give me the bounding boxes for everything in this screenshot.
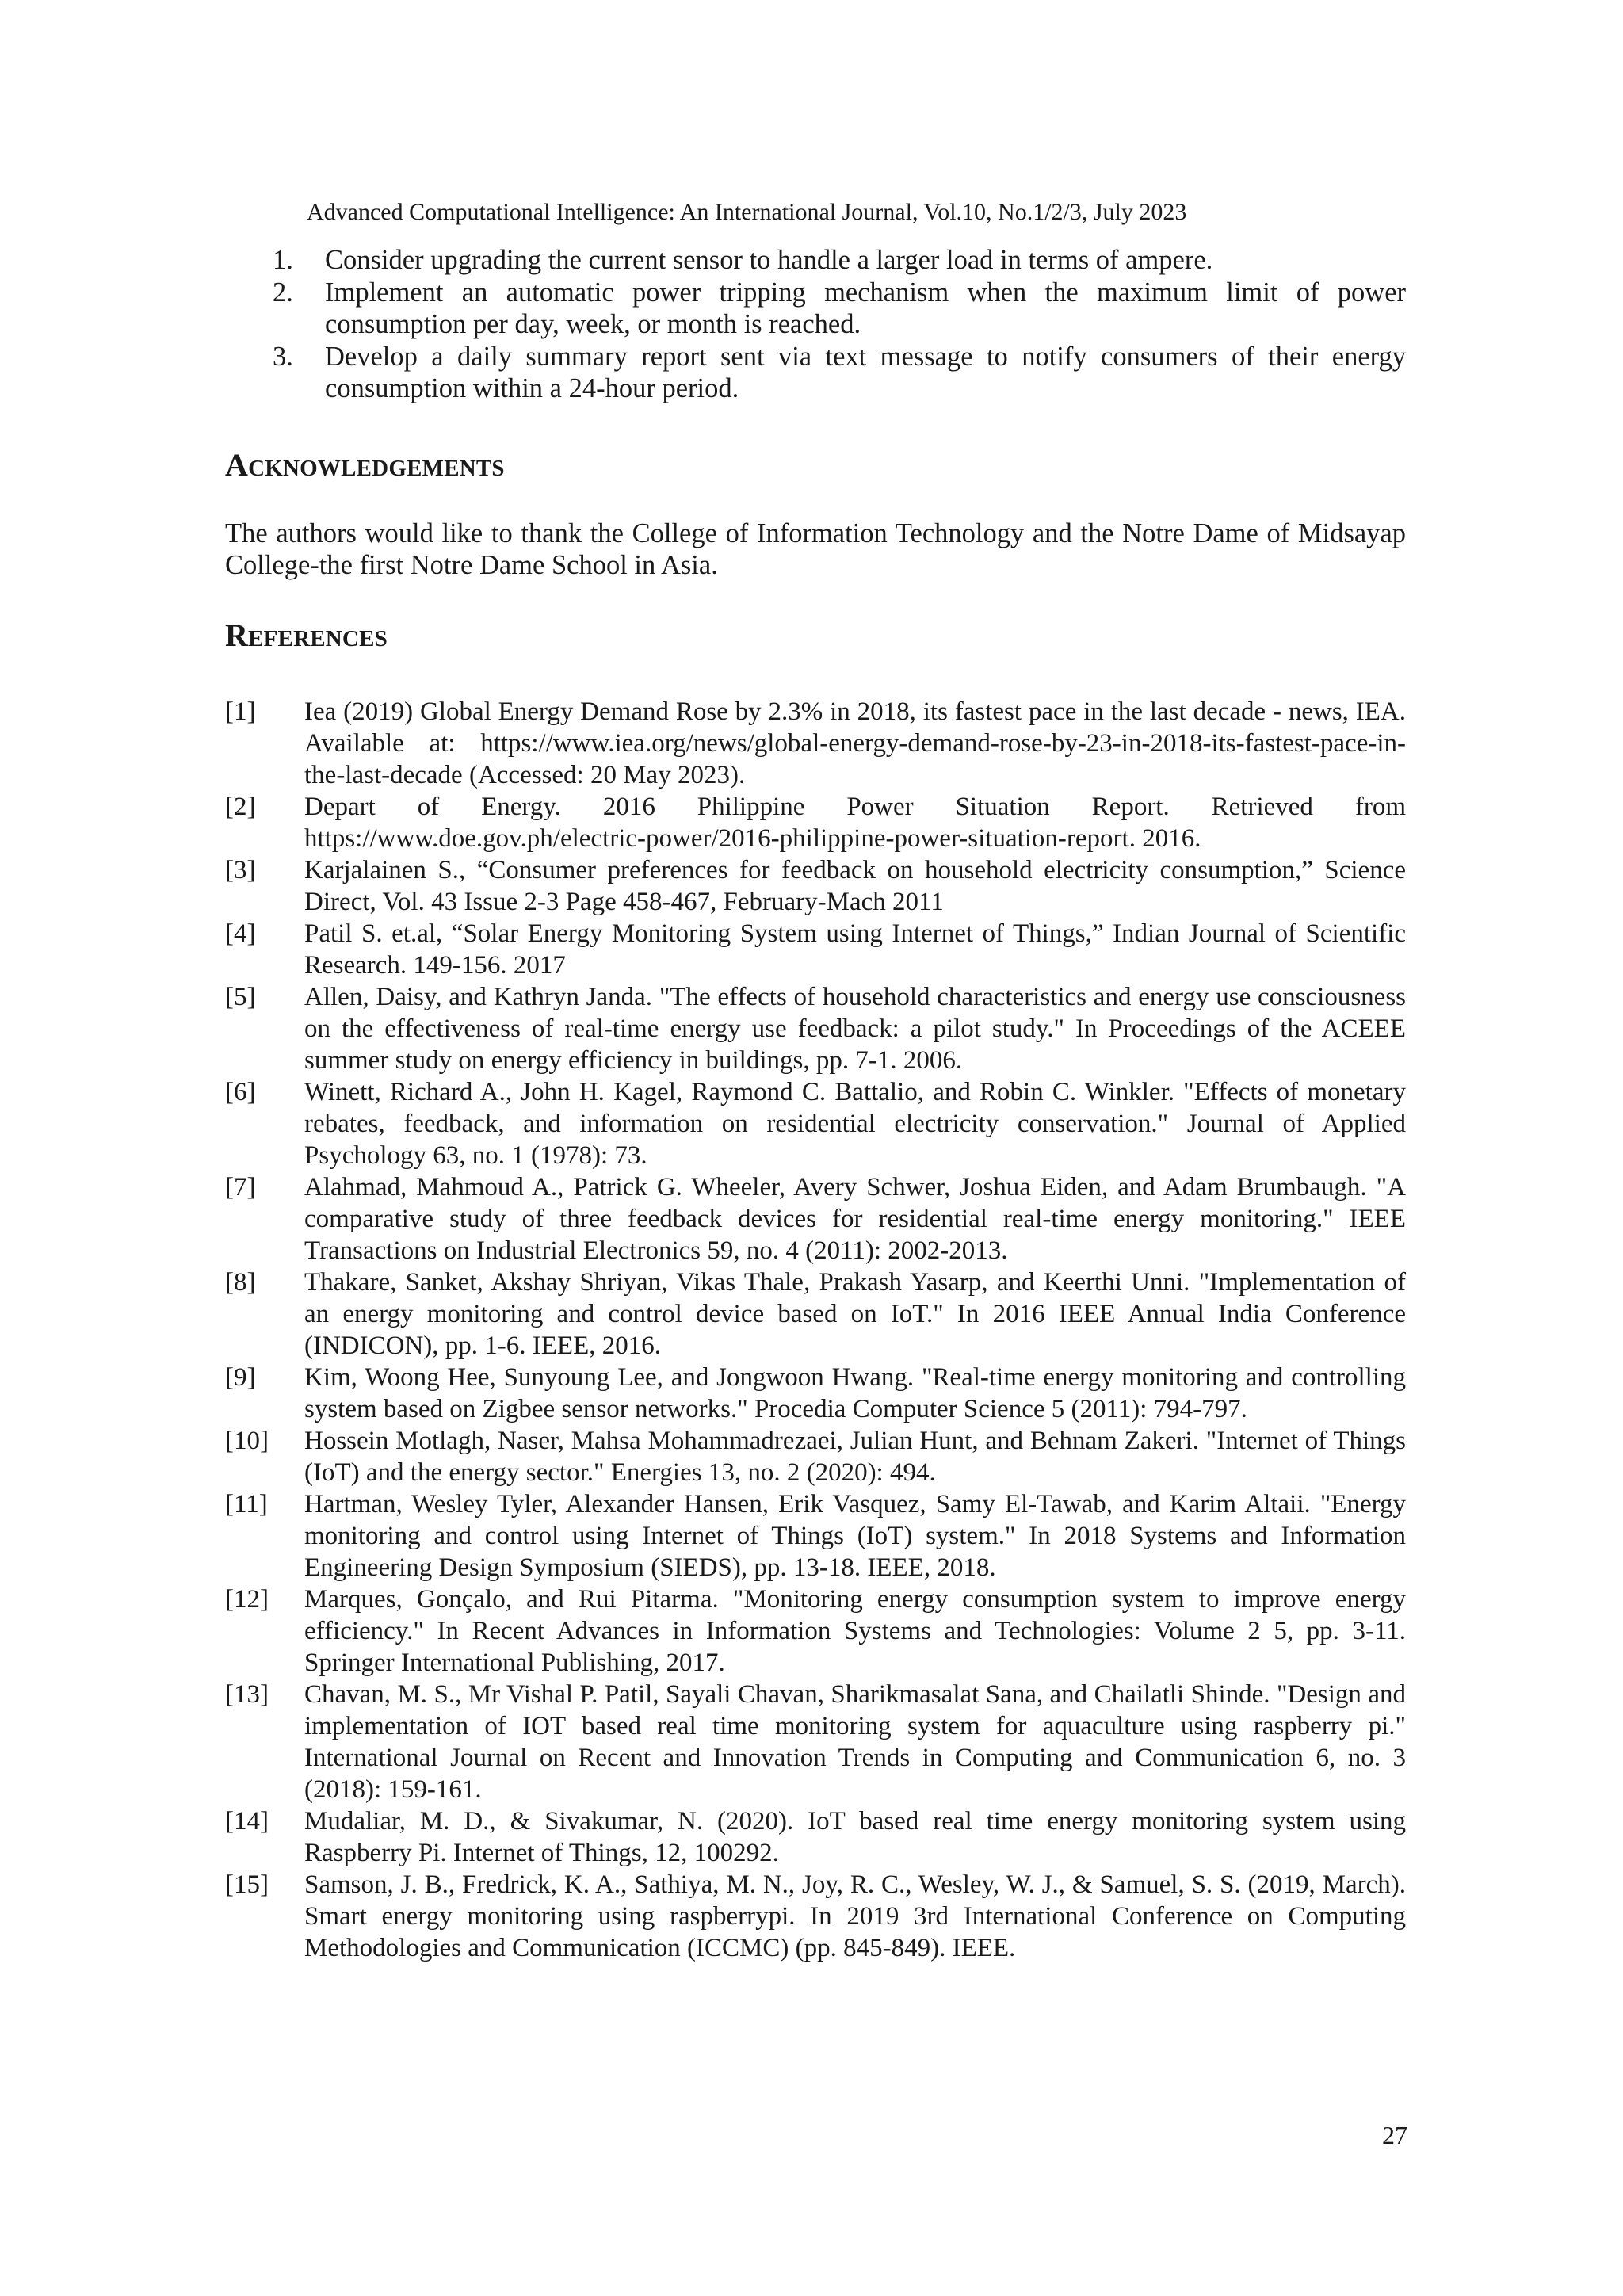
reference-number: [8] xyxy=(225,1267,256,1297)
reference-number: [2] xyxy=(225,792,256,821)
reference-number: [12] xyxy=(225,1584,269,1614)
list-item xyxy=(225,277,1406,341)
reference-text: Winett, Richard A., John H. Kagel, Raymond C. Battalio, and Robin C. Winkler. "Effects of monetary rebates, feedback, and information on residential electricity conservation." Journal of Applied Psychology 63, no. 1 (1978): 73. xyxy=(304,1077,1406,1170)
reference-text: Hartman, Wesley Tyler, Alexander Hansen, Erik Vasquez, Samy El-Tawab, and Karim Altaii. "Energy monitoring and control using Internet of Things (IoT) system." In 2018 Systems and Information Engineering Design Symposium (SIEDS), pp. 13-18. IEEE, 2018. xyxy=(304,1489,1406,1582)
reference-number: [15] xyxy=(225,1870,269,1899)
reference-item xyxy=(225,1425,1406,1488)
reference-number: [3] xyxy=(225,855,256,884)
reference-number: [11] xyxy=(225,1489,268,1519)
reference-text: Kim, Woong Hee, Sunyoung Lee, and Jongwoon Hwang. "Real-time energy monitoring and controlling system based on Zigbee sensor networks." Procedia Computer Science 5 (2011): 794-797. xyxy=(304,1362,1406,1423)
list-item xyxy=(225,341,1406,405)
list-item-text: Consider upgrading the current sensor to handle a larger load in terms of ampere. xyxy=(325,245,1213,275)
acknowledgements-heading xyxy=(225,446,1406,487)
reference-number: [4] xyxy=(225,919,256,948)
reference-number: [7] xyxy=(225,1172,256,1201)
acknowledgements-text: The authors would like to thank the College of Information Technology and the Notre Dame of Midsayap College-the first Notre Dame School in Asia. xyxy=(225,518,1406,580)
heading-initial: A xyxy=(225,446,249,483)
list-item-number: 1. xyxy=(273,245,293,275)
reference-text: Hossein Motlagh, Naser, Mahsa Mohammadrezaei, Julian Hunt, and Behnam Zakeri. "Internet of Things (IoT) and the energy sector." Energies 13, no. 2 (2020): 494. xyxy=(304,1426,1406,1487)
heading-rest: EFERENCES xyxy=(248,625,388,651)
reference-text: Mudaliar, M. D., & Sivakumar, N. (2020). IoT based real time energy monitoring system using Raspberry Pi. Internet of Things, 12, 100292. xyxy=(304,1806,1406,1867)
reference-text: Marques, Gonçalo, and Rui Pitarma. "Monitoring energy consumption system to improve energy efficiency." In Recent Advances in Information Systems and Technologies: Volume 2 5, pp. 3-11. Springer International Publishing, 2017. xyxy=(304,1584,1406,1677)
list-item xyxy=(225,244,1406,277)
reference-text: Thakare, Sanket, Akshay Shriyan, Vikas Thale, Prakash Yasarp, and Keerthi Unni. "Implementation of an energy monitoring and control device based on IoT." In 2016 IEEE Annual India Conference (INDICON), pp. 1-6. IEEE, 2016. xyxy=(304,1267,1406,1360)
list-item-number: 3. xyxy=(273,341,293,372)
reference-item xyxy=(225,1869,1406,1964)
reference-item xyxy=(225,1679,1406,1805)
reference-text: Samson, J. B., Fredrick, K. A., Sathiya, M. N., Joy, R. C., Wesley, W. J., & Samuel, S. S. (2019, March). Smart energy monitoring using raspberrypi. In 2019 3rd International Conference on Computing Methodologies and Communication (ICCMC) (pp. 845-849). IEEE. xyxy=(304,1870,1406,1962)
reference-item xyxy=(225,918,1406,981)
reference-text: Iea (2019) Global Energy Demand Rose by 2.3% in 2018, its fastest pace in the last decade - news, IEA. Available at: https://www.iea.org/news/global-energy-demand-rose-by-23-in-2018-its-fastest-pace-in-the-last-decade (Accessed: 20 May 2023). xyxy=(304,697,1406,789)
reference-number: [14] xyxy=(225,1806,269,1836)
reference-text: Patil S. et.al, “Solar Energy Monitoring System using Internet of Things,” Indian Journal of Scientific Research. 149-156. 2017 xyxy=(304,919,1406,980)
reference-text: Alahmad, Mahmoud A., Patrick G. Wheeler, Avery Schwer, Joshua Eiden, and Adam Brumbaugh. "A comparative study of three feedback devices for residential real-time energy monitoring." IEEE Transactions on Industrial Electronics 59, no. 4 (2011): 2002-2013. xyxy=(304,1172,1406,1265)
reference-item xyxy=(225,1805,1406,1869)
list-item-number: 2. xyxy=(273,277,293,308)
reference-item xyxy=(225,696,1406,791)
page-number: 27 xyxy=(1382,2121,1407,2149)
reference-item xyxy=(225,1362,1406,1425)
references-list xyxy=(225,696,1406,1964)
reference-item xyxy=(225,1266,1406,1362)
reference-number: [1] xyxy=(225,697,256,726)
reference-text: Chavan, M. S., Mr Vishal P. Patil, Sayali Chavan, Sharikmasalat Sana, and Chailatli Shinde. "Design and implementation of IOT based real time monitoring system for aquaculture using raspberry pi." International Journal on Recent and Innovation Trends in Computing and Communication 6, no. 3 (2018): 159-161. xyxy=(304,1679,1406,1804)
list-item-text: Implement an automatic power tripping mechanism when the maximum limit of power consumption per day, week, or month is reached. xyxy=(325,277,1406,339)
reference-item xyxy=(225,791,1406,854)
running-header: Advanced Computational Intelligence: An International Journal, Vol.10, No.1/2/3, July 2023 xyxy=(307,199,1187,225)
reference-item xyxy=(225,981,1406,1076)
reference-text: Depart of Energy. 2016 Philippine Power Situation Report. Retrieved from https://www.doe.gov.ph/electric-power/2016-philippine-power-situation-report. 2016. xyxy=(304,792,1406,853)
reference-number: [13] xyxy=(225,1679,269,1709)
reference-item xyxy=(225,1171,1406,1266)
references-heading xyxy=(225,617,1406,658)
heading-initial: R xyxy=(225,617,249,653)
reference-number: [10] xyxy=(225,1426,269,1455)
reference-item xyxy=(225,854,1406,918)
reference-item xyxy=(225,1488,1406,1584)
reference-number: [5] xyxy=(225,982,256,1011)
reference-number: [6] xyxy=(225,1077,256,1106)
reference-item xyxy=(225,1584,1406,1679)
reference-number: [9] xyxy=(225,1362,256,1392)
heading-rest: CKNOWLEDGEMENTS xyxy=(248,455,505,481)
page-content xyxy=(225,244,1406,1964)
reference-text: Allen, Daisy, and Kathryn Janda. "The effects of household characteristics and energy use consciousness on the effectiveness of real-time energy use feedback: a pilot study." In Proceedings of the ACEEE summer study on energy efficiency in buildings, pp. 7-1. 2006. xyxy=(304,982,1406,1075)
recommendations-list xyxy=(225,244,1406,405)
reference-text: Karjalainen S., “Consumer preferences for feedback on household electricity consumption,” Science Direct, Vol. 43 Issue 2-3 Page 458-467, February-Mach 2011 xyxy=(304,855,1406,916)
list-item-text: Develop a daily summary report sent via text message to notify consumers of their energy consumption within a 24-hour period. xyxy=(325,341,1406,403)
reference-item xyxy=(225,1076,1406,1171)
